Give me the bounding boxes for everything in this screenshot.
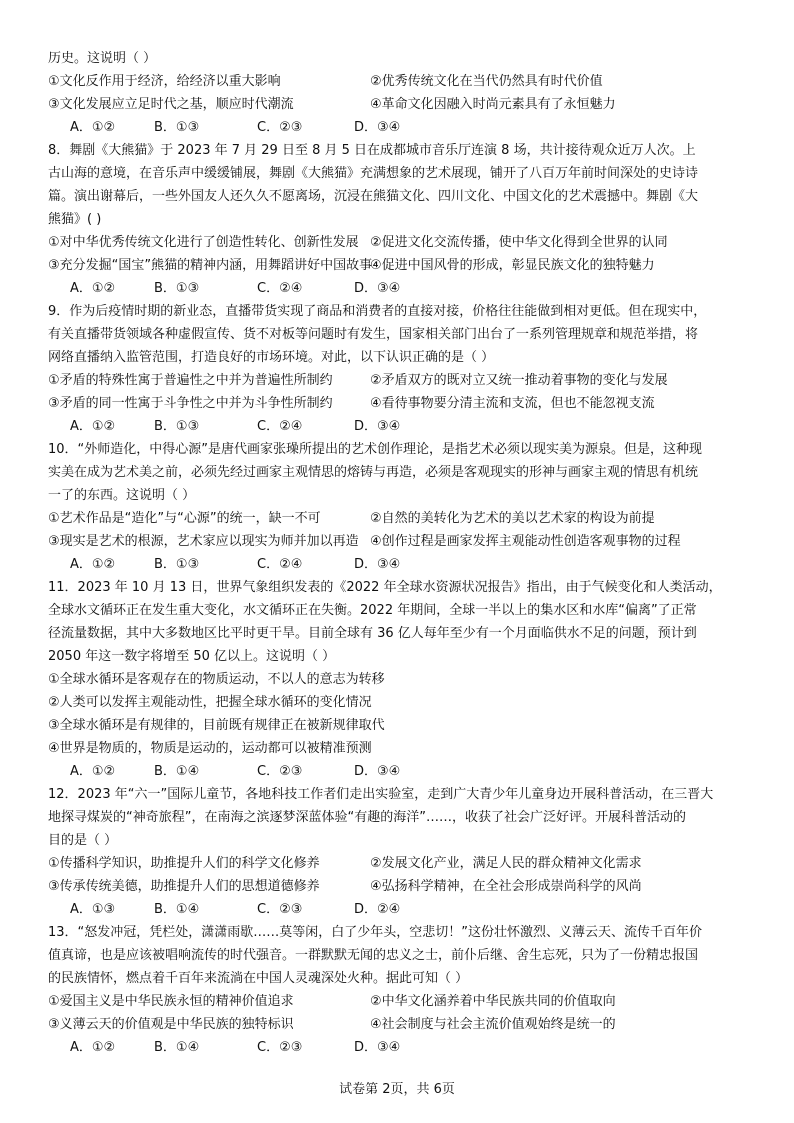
option-item: ①全球水循环是客观存在的物质运动，不以人的意志为转移 xyxy=(48,672,385,687)
answer-choice: A．①② xyxy=(70,764,116,779)
option-row xyxy=(48,70,748,93)
question-stem-line: 值真谛，也是应该被唱响流传的时代强音。一群默默无闻的忠义之士，前仆后继、舍生忘死，只为了一份精忠报国 xyxy=(48,948,699,963)
question-stem-line: 历史。这说明（ ） xyxy=(48,51,157,66)
answer-choices xyxy=(48,415,748,438)
answer-choices xyxy=(48,277,748,300)
answer-choice: B．①④ xyxy=(154,764,200,779)
option-item: ②矛盾双方的既对立又统一推动着事物的变化与发展 xyxy=(370,373,668,388)
answer-choice: C．②④ xyxy=(257,419,303,434)
option-item: ④世界是物质的，物质是运动的，运动都可以被精准预测 xyxy=(48,741,372,756)
option-item: ①爱国主义是中华民族永恒的精神价值追求 xyxy=(48,994,294,1009)
question-stem-line: 的民族情怀，燃点着千百年来流淌在中国人灵魂深处火种。据此可知（ ） xyxy=(48,971,469,986)
option-item: ①艺术作品是“造化”与“心源”的统一，缺一不可 xyxy=(48,511,321,526)
option-row xyxy=(48,530,748,553)
question-stem-line: 10．“外师造化，中得心源”是唐代画家张璪所提出的艺术创作理论，是指艺术必须以现实美为源泉。但是，这种现 xyxy=(48,442,703,457)
question-stem-line: 有关直播带货领域各种虚假宣传、货不对板等问题时有发生，国家相关部门出台了一系列管理规章和规范举措，将 xyxy=(48,327,699,342)
option-item: ③充分发掘“国宝”熊猫的精神内涵，用舞蹈讲好中国故事 xyxy=(48,258,373,273)
option-item: ①对中华优秀传统文化进行了创造性转化、创新性发展 xyxy=(48,235,359,250)
answer-choice: D．③④ xyxy=(354,281,401,296)
option-item: ②促进文化交流传播，使中华文化得到全世界的认同 xyxy=(370,235,668,250)
option-item: ③现实是艺术的根源，艺术家应以现实为师并加以再造 xyxy=(48,534,359,549)
option-item: ④创作过程是画家发挥主观能动性创造客观事物的过程 xyxy=(370,534,681,549)
option-item: ②优秀传统文化在当代仍然具有时代价值 xyxy=(370,74,603,89)
answer-choices xyxy=(48,898,748,921)
question-stem-line: 13．“怒发冲冠，凭栏处，潇潇雨歇……莫等闲，白了少年头，空悲切！”这份壮怀激烈、义薄云天、流传千百年价 xyxy=(48,925,703,940)
answer-choice: D．③④ xyxy=(354,120,401,135)
question-stem-line: 径流量数据，其中大多数地区比平时更干旱。目前全球有 36 亿人每年至少有一个月面临供水不足的问题，预计到 xyxy=(48,626,697,641)
option-item: ④促进中国风骨的形成，彰显民族文化的独特魅力 xyxy=(370,258,655,273)
option-row xyxy=(48,852,748,875)
option-row xyxy=(48,1013,748,1036)
answer-choice: B．①③ xyxy=(154,557,200,572)
option-item: ④社会制度与社会主流价值观始终是统一的 xyxy=(370,1017,616,1032)
option-item: ②人类可以发挥主观能动性，把握全球水循环的变化情况 xyxy=(48,695,372,710)
question-stem-line: 一了的东西。这说明（ ） xyxy=(48,488,196,503)
option-row xyxy=(48,93,748,116)
page-footer: 试卷第 2页，共 6页 xyxy=(339,1082,455,1097)
answer-choice: B．①③ xyxy=(154,120,200,135)
option-item: ②发展文化产业，满足人民的群众精神文化需求 xyxy=(370,856,642,871)
option-item: ③文化发展应立足时代之基，顺应时代潮流 xyxy=(48,97,294,112)
option-row xyxy=(48,369,748,392)
question-stem-line: 网络直播纳入监管范围，打造良好的市场环境。对此，以下认识正确的是（ ） xyxy=(48,350,495,365)
question-stem-line: 篇。演出谢幕后，一些外国友人还久久不愿离场，沉浸在熊猫文化、四川文化、中国文化的艺术震撼中。舞剧《大 xyxy=(48,189,699,204)
option-item: ④革命文化因融入时尚元素具有了永恒魅力 xyxy=(370,97,616,112)
option-item: ③义薄云天的价值观是中华民族的独特标识 xyxy=(48,1017,294,1032)
answer-choice: B．①③ xyxy=(154,281,200,296)
option-row xyxy=(48,875,748,898)
option-item: ②中华文化涵养着中华民族共同的价值取向 xyxy=(370,994,616,1009)
answer-choices xyxy=(48,553,748,576)
question-stem-line: 8．舞剧《大熊猫》于 2023 年 7 月 29 日至 8 月 5 日在成都城市音乐厅连演 8 场，共计接待观众近万人次。上 xyxy=(48,143,696,158)
option-row xyxy=(48,392,748,415)
option-item: ③矛盾的同一性寓于斗争性之中并为斗争性所制约 xyxy=(48,396,333,411)
option-item: ①传播科学知识，助推提升人们的科学文化修养 xyxy=(48,856,320,871)
answer-choice: C．②④ xyxy=(257,281,303,296)
option-row xyxy=(48,231,748,254)
option-row xyxy=(48,254,748,277)
answer-choice: B．①④ xyxy=(154,902,200,917)
option-item: ③全球水循环是有规律的，目前既有规律正在被新规律取代 xyxy=(48,718,385,733)
option-row xyxy=(48,990,748,1013)
exam-content xyxy=(48,47,748,1059)
question-stem-line: 实美在成为艺术美之前，必须先经过画家主观情思的熔铸与再造，必须是客观现实的形神与画家主观的情思有机统 xyxy=(48,465,699,480)
answer-choice: D．③④ xyxy=(354,764,401,779)
answer-choice: B．①④ xyxy=(154,1040,200,1055)
question-stem-line: 9．作为后疫情时期的新业态，直播带货实现了商品和消费者的直接对接，价格往往能做到相对更低。但在现实中， xyxy=(48,304,707,319)
answer-choice: A．①② xyxy=(70,281,116,296)
answer-choice: A．①② xyxy=(70,1040,116,1055)
option-item: ②自然的美转化为艺术的美以艺术家的构设为前提 xyxy=(370,511,655,526)
answer-choice: A．①② xyxy=(70,120,116,135)
answer-choice: C．②④ xyxy=(257,557,303,572)
answer-choice: A．①③ xyxy=(70,902,116,917)
answer-choices xyxy=(48,1036,748,1059)
answer-choice: B．①③ xyxy=(154,419,200,434)
option-item: ①文化反作用于经济，给经济以重大影响 xyxy=(48,74,281,89)
question-stem-line: 古山海的意境，在音乐声中缓缓铺展，舞剧《大熊猫》充满想象的艺术展现，铺开了八百万年前时间深处的史诗诗 xyxy=(48,166,699,181)
question-stem-line: 熊猫》( ) xyxy=(48,212,102,227)
answer-choice: A．①② xyxy=(70,557,116,572)
question-stem-line: 目的是（ ） xyxy=(48,833,118,848)
answer-choice: D．③④ xyxy=(354,1040,401,1055)
answer-choice: D．③④ xyxy=(354,557,401,572)
option-item: ④看待事物要分清主流和支流，但也不能忽视支流 xyxy=(370,396,655,411)
answer-choice: D．②④ xyxy=(354,902,401,917)
option-item: ③传承传统美德，助推提升人们的思想道德修养 xyxy=(48,879,320,894)
question-stem-line: 12．2023 年“六一”国际儿童节，各地科技工作者们走出实验室，走到广大青少年儿童身边开展科普活动，在三晋大 xyxy=(48,787,714,802)
answer-choice: C．②③ xyxy=(257,764,303,779)
answer-choice: C．②③ xyxy=(257,120,303,135)
option-item: ①矛盾的特殊性寓于普遍性之中并为普遍性所制约 xyxy=(48,373,333,388)
answer-choice: A．①② xyxy=(70,419,116,434)
answer-choices xyxy=(48,116,748,139)
question-stem-line: 11．2023 年 10 月 13 日，世界气象组织发表的《2022 年全球水资源状况报告》指出，由于气候变化和人类活动， xyxy=(48,580,722,595)
option-item: ④弘扬科学精神，在全社会形成崇尚科学的风尚 xyxy=(370,879,642,894)
answer-choice: C．②③ xyxy=(257,902,303,917)
answer-choice: C．②③ xyxy=(257,1040,303,1055)
question-stem-line: 地探寻煤炭的“神奇旅程”，在南海之滨逐梦深蓝体验“有趣的海洋”……，收获了社会广泛好评。开展科普活动的 xyxy=(48,810,686,825)
answer-choice: D．③④ xyxy=(354,419,401,434)
question-stem-line: 全球水文循环正在发生重大变化，水文循环正在失衡。2022 年期间，全球一半以上的集水区和水库“偏离”了正常 xyxy=(48,603,697,618)
answer-choices xyxy=(48,760,748,783)
question-stem-line: 2050 年这一数字将增至 50 亿以上。这说明（ ） xyxy=(48,649,336,664)
option-row xyxy=(48,507,748,530)
